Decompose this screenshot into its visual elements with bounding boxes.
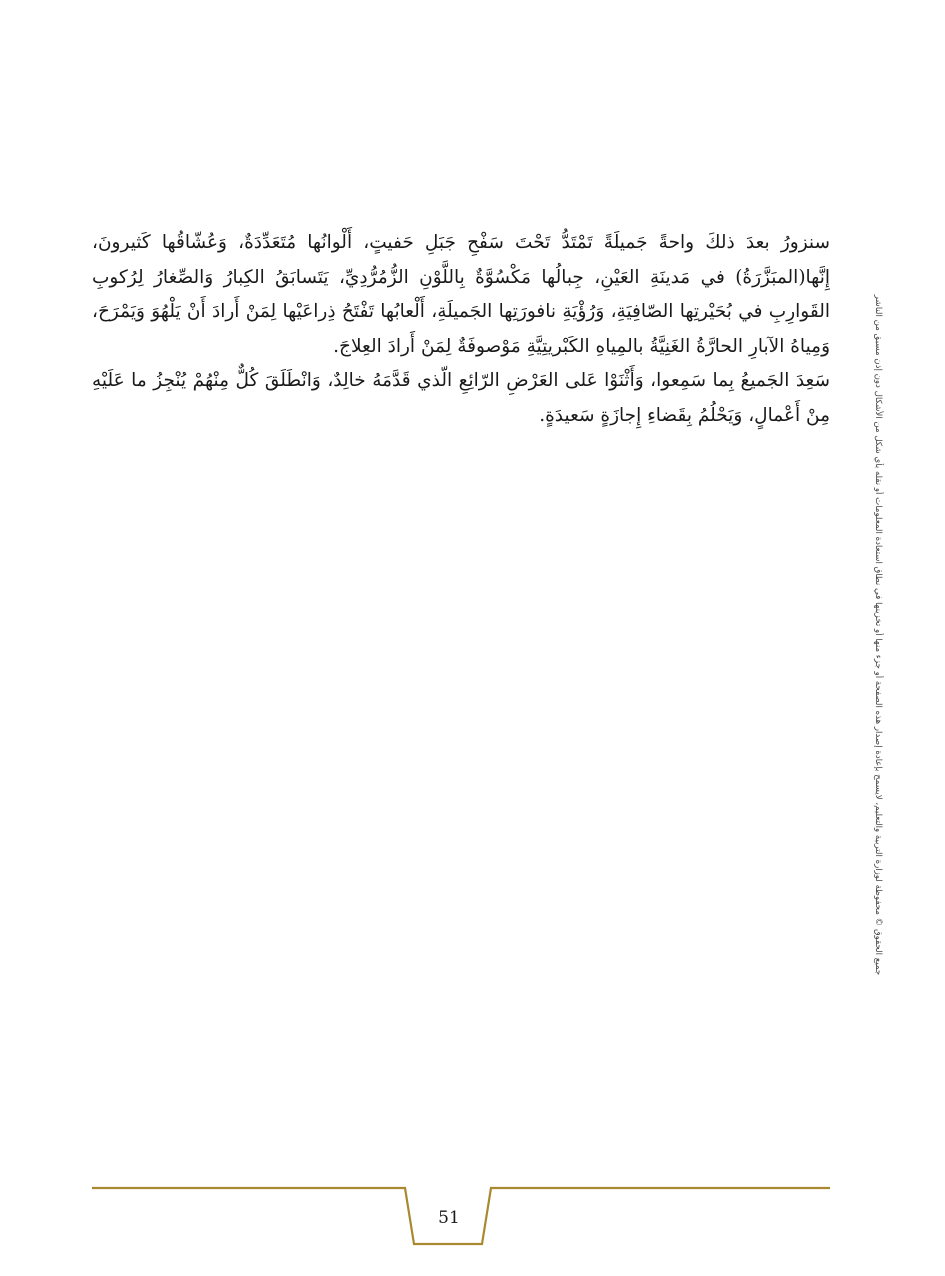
- page-number: 51: [438, 1208, 460, 1228]
- paragraph-2: سَعِدَ الجَميعُ بِما سَمِعوا، وَأَثْنَوْا عَلى العَرْضِ الرّائِعِ الّذي قَدَّمَهُ خالِدٌ، وَانْطَلَقَ كُلٌّ مِنْهُمْ يُنْجِزُ ما عَلَيْهِ مِنْ أَعْمالٍ، وَيَحْلُمُ بِقَضاءِ إِجازَةٍ سَعيدَةٍ.: [92, 370, 830, 426]
- paragraph-1: سنزورُ بعدَ ذلكَ واحةً جَميلَةً تَمْتَدُّ تَحْتَ سَفْحِ جَبَلِ حَفيتٍ، أَلْوانُها مُتَعَدِّدَةٌ، وَعُشّاقُها كَثيرونَ، إِنَّها(المبَزَّرَةُ) في مَدينَةِ العَيْنِ، جِبالُها مَكْسُوَّةٌ بِاللَّوْنِ الزُّمُرُّدِيِّ، يَتَسابَقُ الكِبارُ وَالصِّغارُ لِرُكوبِ القَوارِبِ في بُحَيْرتِها الصّافِيَةِ، وَرُؤْيَةِ نافورَتِها الجَميلَةِ، أَلْعابُها تَفْتَحُ ذِراعَيْها لِمَنْ أَرادَ أَنْ يَلْهُوَ وَيَمْرَحَ، وَمِياهُ الآبارِ الحارَّةُ الغَنِيَّةُ بالمِياهِ الكَبْريتِيَّةِ مَوْصوفَةٌ لِمَنْ أَرادَ العِلاجَ.: [92, 232, 830, 357]
- copyright-notice-text: جميع الحقوق © محفوظة لوزارة التربية والتعليم، لايسمح بإعادة إصدار هذه الصفحة أو جزء منها أو تخزينها في نطاق استعادة المعلومات أو نقله بأي شكل من الأشكال دون إذن مسبق من الناشر: [873, 294, 883, 976]
- copyright-notice: [872, 275, 884, 995]
- story-text: [92, 226, 830, 433]
